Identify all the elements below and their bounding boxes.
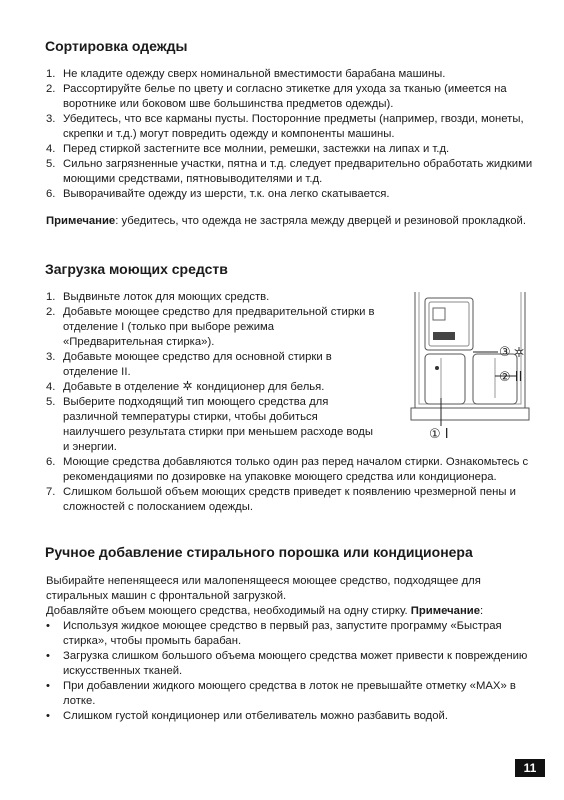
detergent-drawer-diagram [405, 288, 535, 448]
softener-compartment [433, 332, 455, 340]
bullet-icon: • [46, 650, 50, 662]
list-item: 3. Убедитесь, что все карманы пусты. Посторонние предметы (например, гвозди, монеты, скрепки и т.д.) могут повредить одежду и компоненты машины. [46, 113, 524, 140]
note-text: : убедитесь, что одежда не застряла между дверцей и резиновой прокладкой. [115, 215, 526, 227]
manual-para-1: Выбирайте непенящееся или малопенящееся моющее средство, подходящее для стиральных машин с фронтальной загрузкой. [46, 575, 481, 602]
list-item: 6. Моющие средства добавляются только один раз перед началом стирки. Ознакомьтесь с рекомендациями по дозировке на упаковке моющего средства или кондиционера. [46, 456, 529, 483]
bullet-icon: • [46, 620, 50, 632]
manual-bullets [46, 619, 536, 724]
list-item: 6. Выворачивайте одежду из шерсти, т.к. она легко скатывается. [46, 188, 390, 200]
list-item: 5. Сильно загрязненные участки, пятна и т.д. следует предварительно обработать жидкими моющими средствами, пятновыводителями и т.д. [46, 158, 533, 185]
list-item: 4. Добавьте в отделение кондиционер для белья. [46, 381, 325, 393]
diagram-label-1: ① I [429, 427, 449, 442]
manual-intro [46, 574, 536, 619]
list-item: • Слишком густой кондиционер или отбеливатель можно разбавить водой. [46, 710, 449, 722]
section-title-loading: Загрузка моющих средств [45, 261, 228, 277]
note-label: Примечание [46, 215, 116, 227]
bullet-icon: • [46, 680, 50, 692]
list-item: 3. Добавьте моющее средство для основной стирки в отделение II. [46, 351, 332, 378]
diagram-label-2: ② II [499, 370, 523, 385]
section-title-manual: Ручное добавление стирального порошка или кондиционера [45, 544, 473, 560]
bullet-icon: • [46, 710, 50, 722]
list-item: • Загрузка слишком большого объема моющего средства может привести к повреждению искусственных тканей. [46, 650, 528, 677]
section-title-sorting: Сортировка одежды [45, 38, 188, 54]
diagram-label-3: ③ [499, 345, 511, 360]
list-item: • При добавлении жидкого моющего средства в лоток не превышайте отметку «MAX» в лотке. [46, 680, 516, 707]
list-item: 2. Добавьте моющее средство для предварительной стирки в отделение I (только при выборе режима «Предварительная стирка»). [46, 306, 375, 348]
list-item: 1. Не кладите одежду сверх номинальной вместимости барабана машины. [46, 68, 446, 80]
sorting-list [46, 67, 536, 202]
list-item: 1. Выдвиньте лоток для моющих средств. [46, 291, 270, 303]
list-item: 4. Перед стиркой застегните все молнии, ремешки, застежки на липах и т.д. [46, 143, 450, 155]
list-item: 2. Рассортируйте белье по цвету и согласно этикетке для ухода за тканью (имеется на воротнике или боковом шве большинства предметов одежды). [46, 83, 507, 110]
list-item: 5. Выберите подходящий тип моющего средства для различной температуры стирки, чтобы добиться наилучшего результата стирки при меньшем расходе воды и энергии. [46, 396, 373, 453]
page-number: 11 [515, 759, 545, 777]
softener-icon [182, 380, 193, 391]
manual-para-2: Добавляйте объем моющего средства, необходимый на одну стирку. Примечание: [46, 605, 484, 617]
list-item: • Используя жидкое моющее средство в первый раз, запустите программу «Быстрая стирка», чтобы промыть барабан. [46, 620, 502, 647]
list-item: 7. Слишком большой объем моющих средств приведет к появлению чрезмерной пены и сложностей с полосканием одежды. [46, 486, 516, 513]
sorting-note [46, 214, 526, 229]
